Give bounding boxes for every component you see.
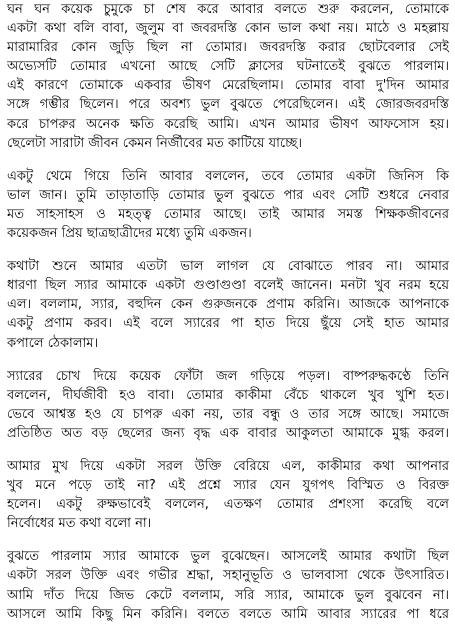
text-line: ঘন ঘন কয়েক চুমুকে চা শেষ করে আবার বলতে শুরু করলেন, তোমাকে (7, 2, 449, 17)
text-line: কয়েকজন প্রিয় ছাত্রছাত্রীদের মধ্যে তুমি একজন। (7, 226, 252, 242)
text-line: বললেন, দীর্ঘজীবী হও বাবা। তোমার কাকীমা বেঁচে থাকলে খুব খুশি হত। (7, 387, 449, 403)
text-line: স্যারের চোখ দিয়ে কয়েক ফোঁটা জল গড়িয়ে পড়ল। বাষ্পরুদ্ধকণ্ঠে তিনি (7, 368, 449, 384)
paragraph (7, 457, 449, 533)
text-line: কপালে ঠেকালাম। (7, 335, 99, 351)
text-line: একটু প্রণাম করব। এই বলে স্যারের পা হাত দিয়ে ছুঁয়ে সেই হাত আমার (7, 316, 449, 332)
text-line: করে চাপরুর অনেক ক্ষতি করেছি আমি। এখন আমার ভীষণ আফসোস হয়। (7, 116, 449, 132)
paragraph (7, 257, 449, 352)
text-line: সঙ্গে গম্ভীর ছিলেন। পরে অবশ্য ভুল বুঝতে পেরেছিলেন। এই জোরজবরদস্তি (7, 97, 449, 113)
text-line: ভাল জান। তুমি তাড়াতাড়ি তোমার ভুল বুঝতে পার এবং সেটি শুধরে নেবার (7, 187, 449, 203)
text-line: একটু থেমে গিয়ে তিনি আবার বললেন, তবে তোমার একটা জিনিস কি (7, 168, 449, 184)
text-line: আমার মুখ দিয়ে একটা সরল উক্তি বেরিয়ে এল, কাকীমার কথা আপনার (7, 458, 449, 474)
text-line: একটা কথা বলি বাবা, জুলুম বা জবরদস্তি কোন ভাল কথা নয়। মাঠে ও মহল্লায় (7, 21, 449, 37)
text-line: কথাটা শুনে আমার এতটা ভাল লাগল যে বোঝাতে পারব না। আমার (7, 259, 449, 275)
text-line: খুব মনে পড়ে তাই না? এই প্রশ্নে স্যার যেন যুগপৎ বিস্মিত ও বিরক্ত (7, 478, 449, 494)
text-line: ধারণা ছিল স্যার আমাকে একটা গুণ্ডাগুণ্ডা বলেই জানেন। মনটা খুব নরম হয়ে (7, 278, 449, 294)
text-line: এল। বললাম, স্যার, বহুদিন কেন গুরুজনকে প্রণাম করিনি। আজকে আপনাকে (7, 297, 449, 313)
text-line: মত সাহসাহস ও মহত্ত্ব তোমার আছে। তাই আমার সমস্ত শিক্ষকজীবনের (7, 206, 449, 222)
paragraph-gap (7, 353, 449, 367)
paragraph (7, 547, 449, 623)
text-line: ভেবে আশ্বস্ত হও যে চাপরু একা নয়, তার বন্ধু ও তার সঙ্গে আছে। সমাজে (7, 406, 449, 422)
text-line: বুঝতে পারলাম স্যার আমাকে ভুল বুঝেছেন। আসলেই আমার কথাটা ছিল (7, 549, 449, 565)
paragraph (7, 167, 449, 243)
text-line: নির্বোধের মত কথা বলো না। (7, 516, 152, 532)
text-line: প্রতিষ্ঠিত অত বড় ছেলের জন্য বৃদ্ধ এক বাবার আকুলতা আমাকে মুগ্ধ করল। (7, 425, 449, 441)
text-line: মারামারির কোন জুড়ি ছিল না তোমার। জবরদস্তি করার ছোটবেলার সেই (7, 40, 449, 56)
paragraph (7, 0, 449, 153)
text-line: আমি দাঁত দিয়ে জিভ কেটে বললাম, সরি স্যার, আমাকে ভুল বুঝবেন না। (7, 587, 449, 603)
paragraph-gap (7, 533, 449, 547)
text-line: ছেলেটা সারাটা জীবন কেমন নির্জীবের মত কাটিয়ে যাচ্ছে। (7, 135, 303, 151)
text-line: এই কারণে তোমাকে একবার ভীষণ মেরেছিলাম। তোমার বাবা দু'দিন আমার (7, 78, 449, 94)
text-line: অভ্যেসটি তোমার এখনো আছে সেটি ক্লাসের ঘটনাতেই বুঝতে পারলাম। (7, 59, 449, 75)
paragraph-gap (7, 153, 449, 167)
text-line: হলেন। একটু রুক্ষভাবেই বললেন, এতক্ষণ তোমার প্রশংসা করেছি বলে (7, 497, 449, 513)
text-line: একটা সরল উক্তি এবং গভীর শ্রদ্ধা, সহানুভূতি ও ভালবাসা থেকে উৎসারিত। (7, 568, 449, 584)
paragraph-gap (7, 443, 449, 457)
paragraph (7, 367, 449, 443)
text-line: আসলে আমি কিছু মিন করিনি। বলতে বলতে আমি আবার স্যারের পা ধরে (7, 606, 449, 622)
paragraph-gap (7, 243, 449, 257)
